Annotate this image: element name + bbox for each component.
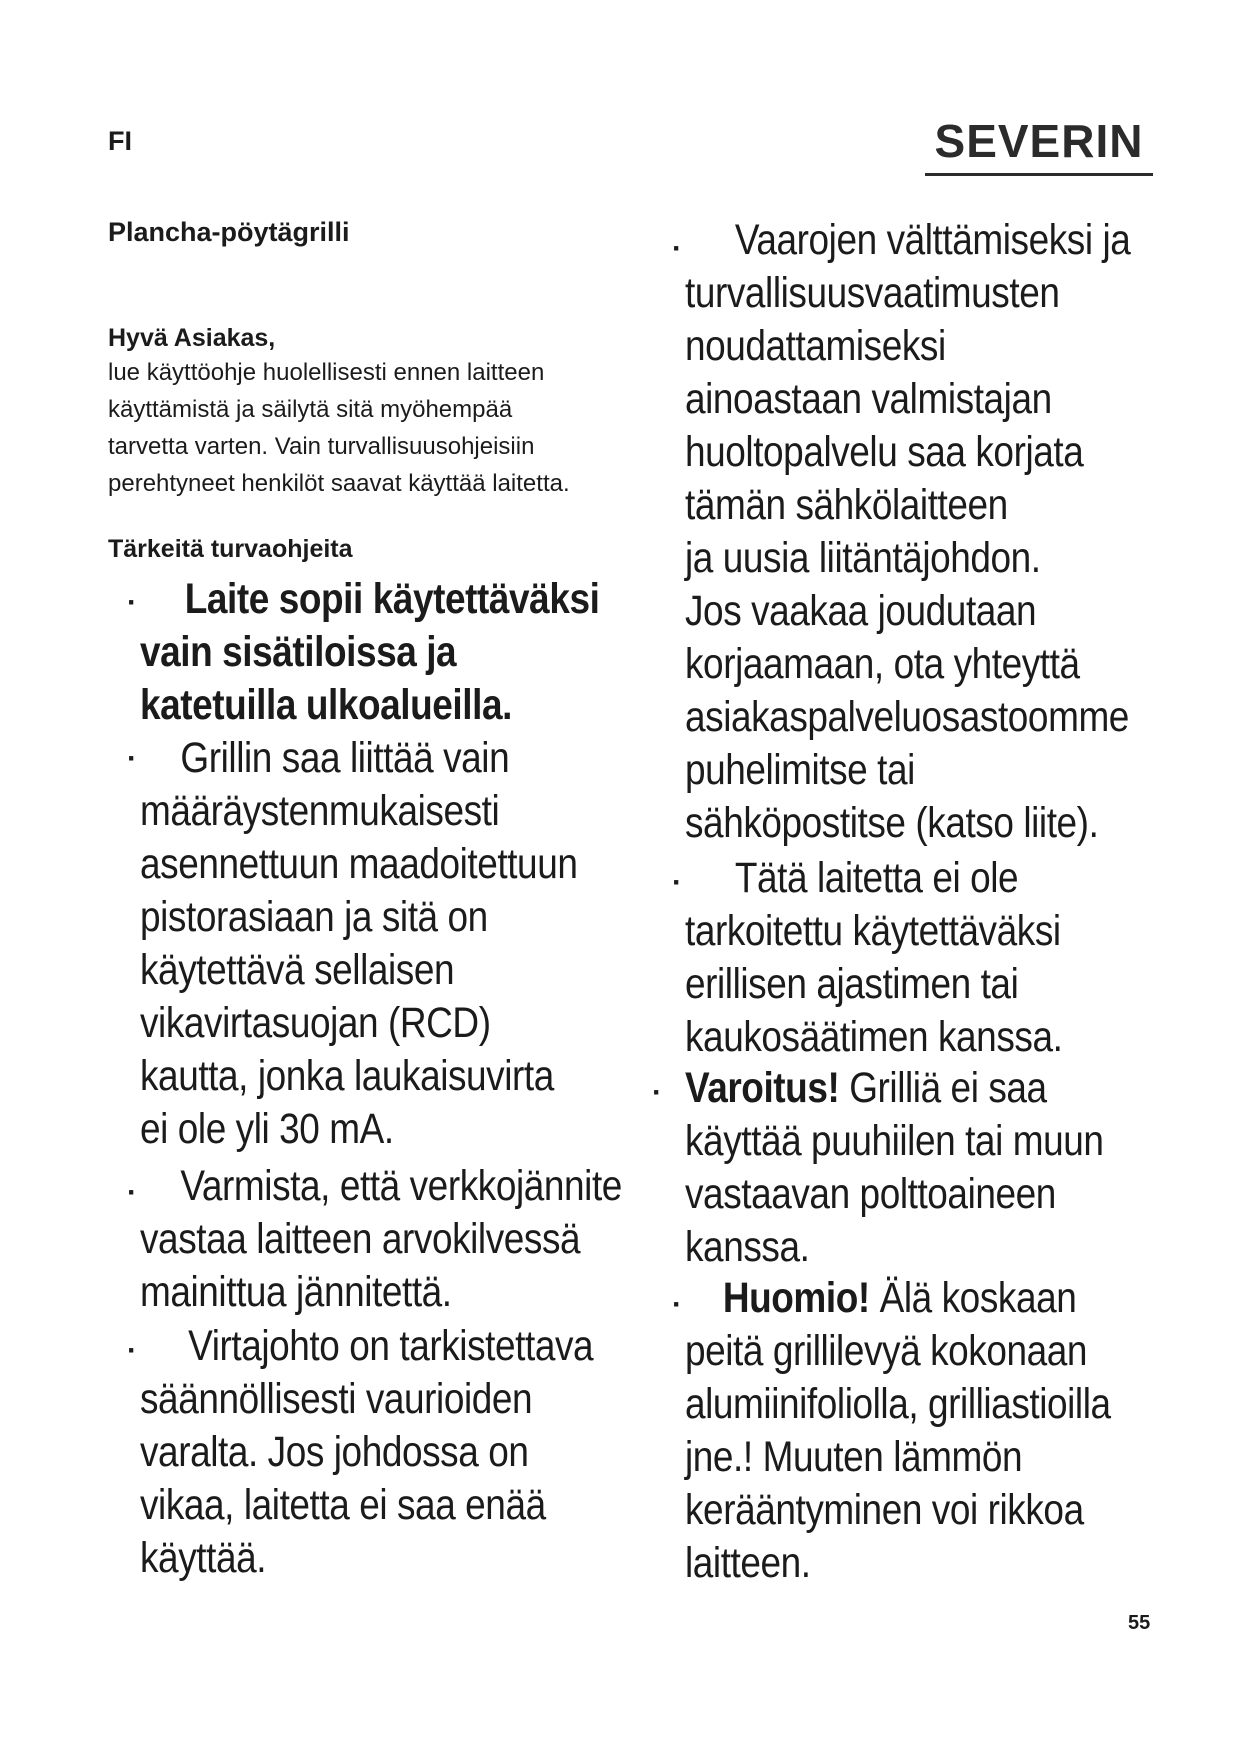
bullet-marker: · <box>127 1334 137 1367</box>
warning-label: Varoitus! <box>685 1064 840 1112</box>
item-line: pistorasiaan ja sitä on <box>140 893 488 941</box>
item-line: alumiinifoliolla, grilliastioilla <box>685 1380 1111 1428</box>
brand-logo <box>925 115 1153 176</box>
item-line: Jos vaakaa joudutaan <box>685 587 1037 635</box>
item-line: vikaa, laitetta ei saa enää <box>140 1481 546 1529</box>
item-line: kanssa. <box>685 1223 810 1271</box>
item-line: tämän sähkölaitteen <box>685 481 1008 529</box>
brand-logo-text: SEVERIN <box>934 115 1144 167</box>
intro-line: lue käyttöohje huolellisesti ennen laitteen <box>108 359 545 386</box>
item-line: käytettävä sellaisen <box>140 946 455 994</box>
safety-heading: Tärkeitä turvaohjeita <box>108 535 353 563</box>
item-line: vain sisätiloissa ja <box>140 628 457 676</box>
item-line: ei ole yli 30 mA. <box>140 1105 394 1153</box>
item-line: Grillin saa liittää vain <box>180 734 510 782</box>
item-line: vikavirtasuojan (RCD) <box>140 999 491 1047</box>
item-line: varalta. Jos johdossa on <box>140 1428 529 1476</box>
item-line: katetuilla ulkoalueilla. <box>140 681 512 729</box>
item-line: jne.! Muuten lämmön <box>685 1433 1023 1481</box>
intro-greeting: Hyvä Asiakas, <box>108 324 276 352</box>
bullet-marker: · <box>652 1076 662 1109</box>
item-line: käyttää. <box>140 1534 267 1582</box>
item-line: laitteen. <box>685 1539 811 1587</box>
item-line: noudattamiseksi <box>685 322 946 370</box>
bullet-marker: · <box>672 866 682 899</box>
item-line: kautta, jonka laukaisuvirta <box>140 1052 554 1100</box>
item-line: sähköpostitse (katso liite). <box>685 799 1099 847</box>
bullet-marker: · <box>127 742 137 775</box>
item-line: määräystenmukaisesti <box>140 787 500 835</box>
safety-item-foil-caution <box>685 1272 1111 1590</box>
item-line: puhelimitse tai <box>685 746 915 794</box>
item-line: korjaamaan, ota yhteyttä <box>685 640 1080 688</box>
item-line: vastaa laitteen arvokilvessä <box>140 1215 581 1263</box>
item-line: Vaarojen välttämiseksi ja <box>734 216 1131 264</box>
item-line: käyttää puuhiilen tai muun <box>685 1117 1104 1165</box>
item-line: mainittua jännitettä. <box>140 1268 452 1316</box>
bullet-marker: · <box>672 1288 682 1321</box>
intro-line: perehtyneet henkilöt saavat käyttää laitetta. <box>108 470 570 497</box>
item-line: asiakaspalveluosastoomme <box>685 693 1129 741</box>
item-line: säännöllisesti vaurioiden <box>140 1375 533 1423</box>
safety-item-voltage <box>140 1160 622 1319</box>
item-line <box>685 1062 1103 1115</box>
item-line: huoltopalvelu saa korjata <box>685 428 1084 476</box>
item-line: kaukosäätimen kanssa. <box>685 1013 1063 1061</box>
intro-line: tarvetta varten. Vain turvallisuusohjeisiin <box>108 433 535 460</box>
item-line <box>685 1272 1111 1325</box>
item-line: asennettuun maadoitettuun <box>140 840 578 888</box>
safety-item-indoor-use <box>140 573 599 732</box>
page-number: 55 <box>1128 1612 1151 1634</box>
intro-block <box>108 322 668 502</box>
document-title: Plancha-pöytägrilli <box>108 217 350 247</box>
safety-item-timer <box>685 852 1062 1064</box>
caution-label: Huomio! <box>722 1274 870 1322</box>
brand-logo-underline <box>925 173 1153 176</box>
bullet-marker: · <box>127 586 137 619</box>
item-line: Laite sopii käytettäväksi <box>184 575 600 623</box>
safety-item-charcoal-warning <box>685 1062 1103 1274</box>
bullet-marker: · <box>672 232 682 265</box>
bullet-marker: · <box>127 1176 137 1209</box>
item-line: ja uusia liitäntäjohdon. <box>685 534 1041 582</box>
caution-text: Älä koskaan <box>869 1274 1077 1322</box>
item-line: turvallisuusvaatimusten <box>685 269 1060 317</box>
safety-item-cord-check <box>140 1320 593 1585</box>
safety-item-repairs <box>685 214 1130 850</box>
item-line: kerääntyminen voi rikkoa <box>685 1486 1084 1534</box>
item-line: Varmista, että verkkojännite <box>180 1162 622 1210</box>
intro-line: käyttämistä ja säilytä sitä myöhempää <box>108 396 513 423</box>
item-line: Tätä laitetta ei ole <box>734 854 1019 902</box>
item-line: peitä grillilevyä kokonaan <box>685 1327 1088 1375</box>
item-line: ainoastaan valmistajan <box>685 375 1052 423</box>
warning-text: Grilliä ei saa <box>839 1064 1047 1112</box>
intro-text <box>108 354 668 502</box>
item-line: tarkoitettu käytettäväksi <box>685 907 1061 955</box>
item-line: vastaavan polttoaineen <box>685 1170 1056 1218</box>
safety-item-grounding <box>140 732 577 1156</box>
language-code: FI <box>108 126 132 156</box>
item-line: erillisen ajastimen tai <box>685 960 1019 1008</box>
item-line: Virtajohto on tarkistettava <box>188 1322 594 1370</box>
